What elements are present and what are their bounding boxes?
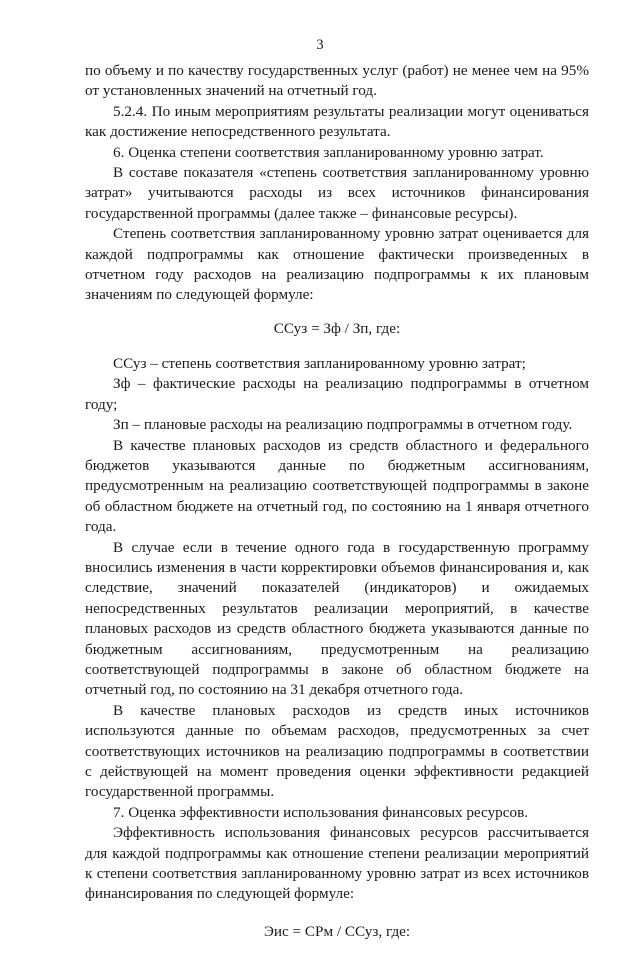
section-heading: 7. Оценка эффективности использования финансовых ресурсов. [113,803,529,821]
paragraph: В случае если в течение одного года в государственную программу вносились изменения в части корректировки объемов финансирования и, как следствие, значений показателей (индикаторов) и ожидаемых непосредственных результатов реализации мероприятий, в качестве плановых расходов из средств областного бюджета указываются данные по бюджетным ассигнованиям, предусмотренным на реализацию соответствующей подпрограммы в законе об областном бюджете на отчетный год, по состоянию на 31 декабря отчетного года. [85,538,589,699]
formula: Эис = СРм / ССуз, где: [263,922,411,940]
definition: Зф – фактические расходы на реализацию подпрограммы в отчетном году; [85,375,589,413]
definition: Зп – плановые расходы на реализацию подпрограммы в отчетном году. [113,416,573,434]
paragraph: В составе показателя «степень соответствия запланированному уровню затрат» учитываются расходы из всех источников финансирования государственной программы (далее также – финансовые ресурсы). [85,164,589,222]
paragraph: Эффективность использования финансовых ресурсов рассчитывается для каждой подпрограммы как отношение степени реализации мероприятий к степени соответствия запланированному уровню затрат из всех источников финансирования по следующей формуле: [85,824,589,903]
definition: ССуз – степень соответствия запланированному уровню затрат; [113,354,526,372]
paragraph: 5.2.4. По иным мероприятиям результаты реализации могут оцениваться как достижение непосредственного результата. [85,102,589,141]
paragraph: Степень соответствия запланированному уровню затрат оценивается для каждой подпрограммы как отношение фактически произведенных в отчетном году расходов на реализацию подпрограммы к их плановым значениям по следующей формуле: [85,225,589,304]
document-body [85,61,589,957]
section-heading: 6. Оценка степени соответствия запланированному уровню затрат. [113,143,544,161]
page-number: 3 [316,37,324,53]
paragraph: В качестве плановых расходов из средств областного и федерального бюджетов указываются данные по бюджетным ассигнованиям, предусмотренным на реализацию соответствующей подпрограммы в законе об областном бюджете на отчетный год, по состоянию на 1 января отчетного года. [85,436,589,536]
paragraph: В качестве плановых расходов из средств иных источников используются данные по объемам расходов, предусмотренных за счет соответствующих источников на реализацию подпрограммы в соответствии с действующей на момент проведения оценки эффективности редакцией государственной программы. [85,701,589,801]
formula: ССуз = Зф / Зп, где: [273,319,401,337]
paragraph: по объему и по качеству государственных услуг (работ) не менее чем на 95% от установленных значений на отчетный год. [85,62,589,100]
